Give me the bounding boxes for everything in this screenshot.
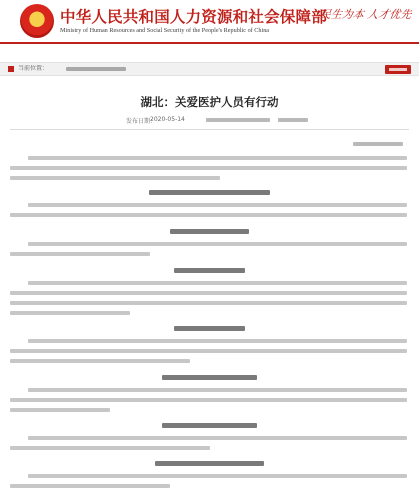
body-text-line	[28, 436, 407, 440]
ministry-name-en: Ministry of Human Resources and Social Security of the People's Republic of China	[60, 27, 270, 34]
section-heading	[162, 423, 257, 428]
section-heading	[162, 375, 257, 380]
body-text-line	[10, 398, 407, 402]
view-count	[353, 142, 403, 146]
meta-extra	[278, 118, 308, 122]
body-text-line	[10, 311, 130, 315]
body-text-line	[10, 408, 110, 412]
location-icon	[8, 66, 14, 72]
article	[10, 82, 409, 499]
body-text-line	[28, 388, 407, 392]
body-text-line	[10, 213, 407, 217]
article-meta	[10, 115, 409, 125]
publish-date: 2020-05-14	[150, 116, 185, 123]
breadcrumb-path[interactable]	[66, 67, 126, 71]
breadcrumb-label: 当前位置：	[18, 65, 49, 72]
breadcrumb	[0, 62, 419, 76]
body-text-line	[10, 301, 407, 305]
national-emblem-icon: ★	[20, 4, 54, 38]
section-heading	[149, 190, 270, 195]
body-text-line	[10, 359, 190, 363]
body-text-line	[28, 156, 407, 160]
body-text-line	[10, 252, 150, 256]
body-text-line	[10, 166, 407, 170]
body-text-line	[10, 446, 210, 450]
header-slogan: 民生为本 人才优先	[318, 8, 413, 21]
section-heading	[174, 326, 245, 331]
meta-divider	[10, 129, 409, 130]
header-divider	[0, 42, 419, 44]
body-text-line	[10, 176, 220, 180]
body-text-line	[28, 281, 407, 285]
body-text-line	[10, 291, 407, 295]
section-heading	[170, 229, 249, 234]
body-text-line	[10, 484, 170, 488]
body-text-line	[28, 203, 407, 207]
body-text-line	[28, 339, 407, 343]
page-title: 湖北：关爱医护人员有行动	[140, 95, 279, 109]
section-heading	[174, 268, 245, 273]
section-heading	[155, 461, 264, 466]
date-label: 发布日期：	[126, 118, 157, 125]
ministry-name-cn: 中华人民共和国人力资源和社会保障部	[60, 7, 327, 26]
meta-source	[206, 118, 270, 122]
body-text-line	[28, 474, 407, 478]
breadcrumb-action-button[interactable]	[385, 65, 411, 74]
body-text-line	[28, 242, 407, 246]
body-text-line	[10, 349, 407, 353]
site-header	[0, 0, 419, 44]
